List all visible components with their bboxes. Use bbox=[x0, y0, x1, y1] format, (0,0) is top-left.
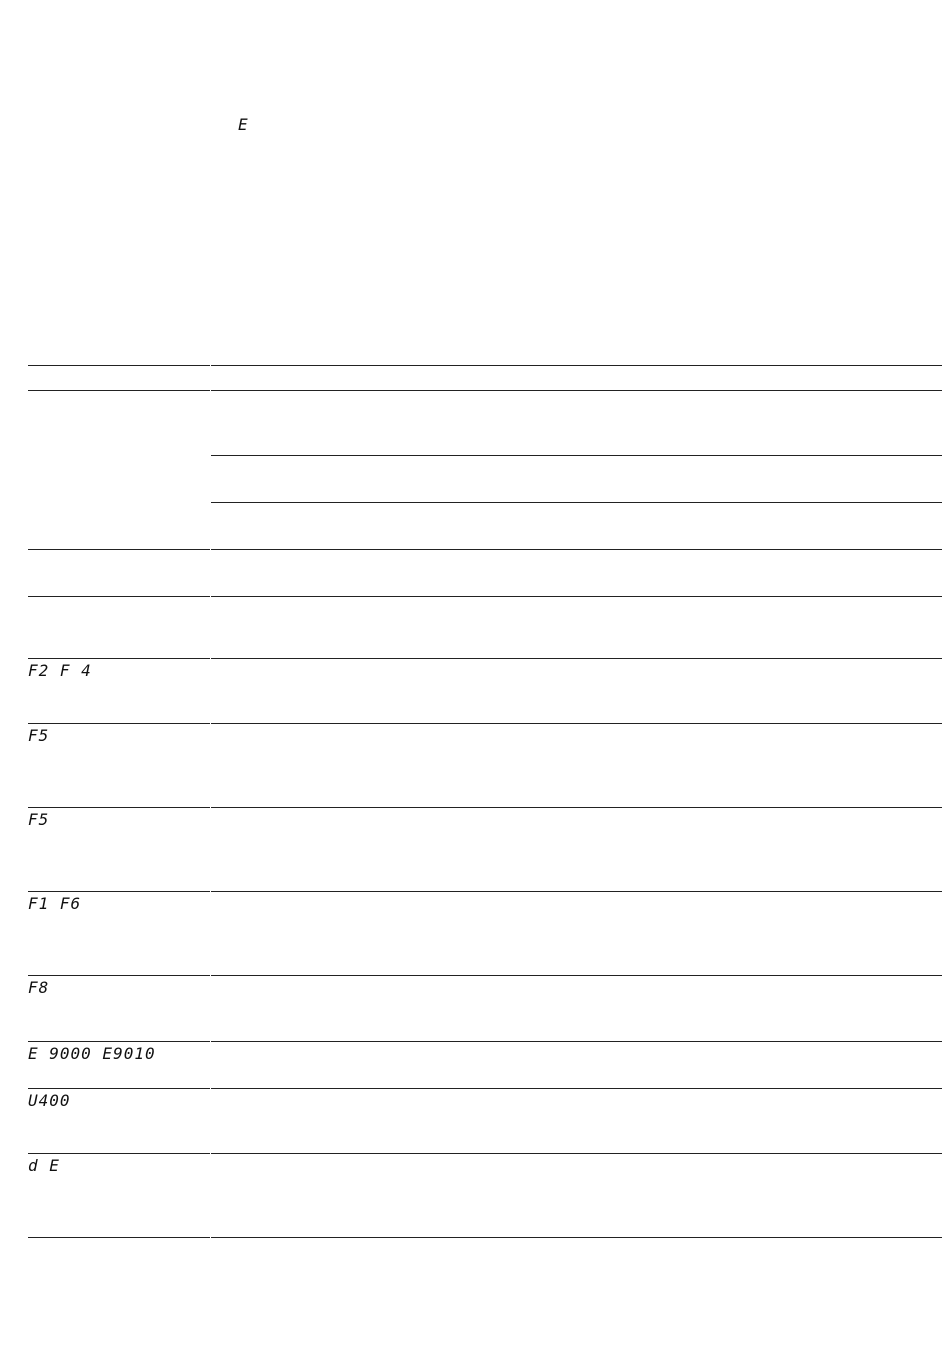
table-bottom-rule-left bbox=[28, 1237, 210, 1238]
row-code: d E bbox=[28, 1156, 60, 1175]
row-code: E 9000 E9010 bbox=[28, 1044, 156, 1063]
row-code: F1 F6 bbox=[28, 894, 82, 913]
table-bottom-rule-right bbox=[211, 1237, 942, 1238]
row-code: F5 bbox=[28, 726, 50, 745]
table-row bbox=[0, 723, 950, 807]
table-row bbox=[0, 1088, 950, 1153]
subrow-rule bbox=[211, 455, 942, 456]
table-row bbox=[0, 549, 950, 596]
row-code: U400 bbox=[28, 1091, 71, 1110]
row-code: F2 F 4 bbox=[28, 661, 92, 680]
intro-display-symbol: E bbox=[238, 115, 249, 134]
row-code: F8 bbox=[28, 978, 50, 997]
table-row bbox=[0, 658, 950, 723]
table-row bbox=[0, 390, 950, 549]
table-row bbox=[0, 891, 950, 975]
table-top-rule-right bbox=[211, 365, 942, 366]
row-code: F5 bbox=[28, 810, 50, 829]
table-top-rule-left bbox=[28, 365, 210, 366]
table-row bbox=[0, 1041, 950, 1088]
subrow-rule bbox=[211, 502, 942, 503]
table-row bbox=[0, 807, 950, 891]
table-row bbox=[0, 975, 950, 1041]
table-row bbox=[0, 596, 950, 658]
table-row bbox=[0, 1153, 950, 1237]
